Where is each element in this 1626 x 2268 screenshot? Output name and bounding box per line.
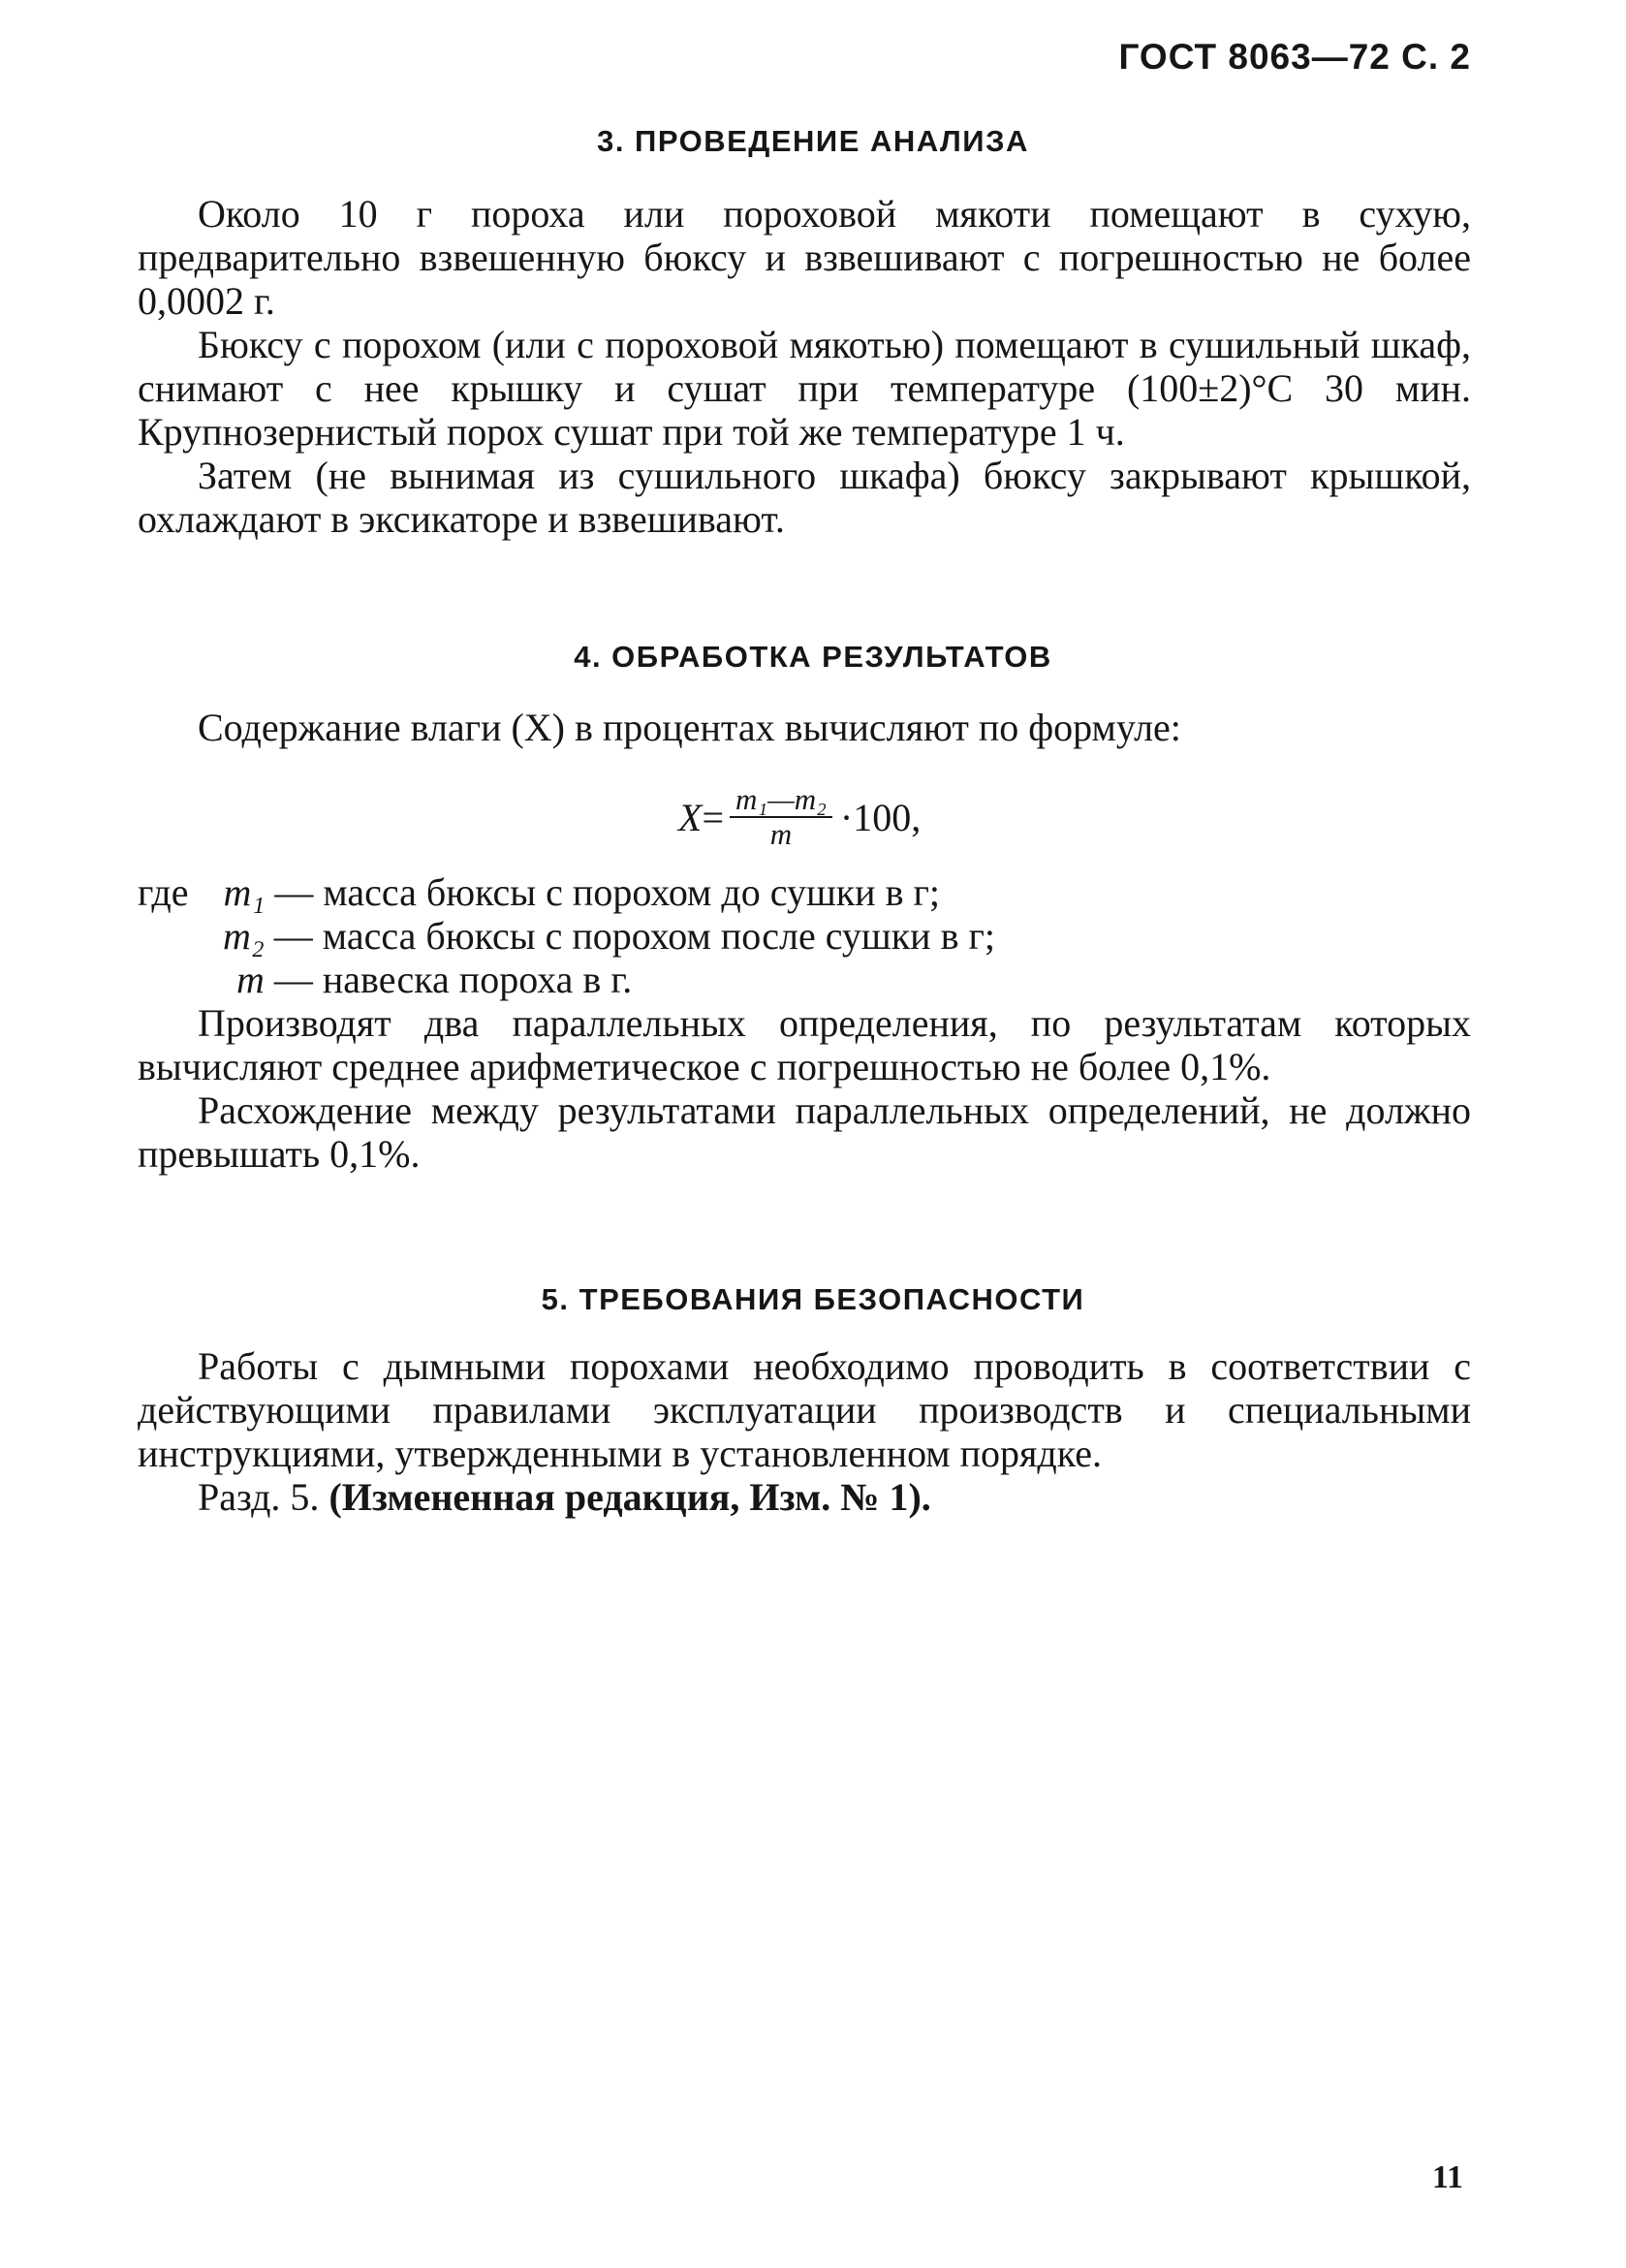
section-4-paragraph-1: Производят два параллельных определения, по результатам которых вычисляют среднее арифметическое с погрешностью не более 0,1%. [138,1001,1471,1088]
formula-denominator: m [769,817,793,851]
definition-symbol: m₂ [223,914,265,958]
formula-multiplier: ·100, [839,795,922,839]
section-5-paragraph-1: Работы с дымными порохами необходимо проводить в соответствии с действующими правилами эксплуатации производств и специальными инструкциями, утвержденными в установленном порядке. [138,1344,1471,1475]
formula-numerator: m₁—m₂ [735,782,827,816]
formula-intro-text: Содержание влаги (X) в процентах вычисляют по формуле: [198,706,1181,749]
definition-text: — навеска пороха в г. [273,958,633,1001]
section-3-title: 3. ПРОВЕДЕНИЕ АНАЛИЗА [597,124,1029,158]
section-4-intro [138,706,1471,749]
section-3-paragraph-3: Затем (не вынимая из сушильного шкафа) бюксу закрывают крышкой, охлаждают в эксикаторе и взвешивают. [138,454,1471,541]
section-3-body [138,192,1471,541]
formula-fraction [730,783,832,851]
amendment-note-bold: (Измененная редакция, Изм. № 1). [328,1475,931,1519]
definition-text: — масса бюксы с порохом после сушки в г; [273,914,995,958]
formula-equals: = [702,795,724,839]
definition-row [138,914,995,958]
page-number: 11 [1431,2159,1463,2195]
section-3-paragraph-1: Около 10 г пороха или пороховой мякоти помещают в сухую, предварительно взвешенную бюксу и взвешивают с погрешностью не более 0,0002 г. [138,192,1471,323]
section-5-body [138,1344,1471,1519]
definition-text: — масса бюксы с порохом до сушки в г; [274,870,940,914]
formula-lhs: X [678,795,703,839]
definition-symbol: m₁ [223,870,266,914]
document-code-header: ГОСТ 8063—72 С. 2 [1118,37,1471,77]
definition-row [138,870,995,914]
section-4-paragraph-2: Расхождение между результатами параллельных определений, не должно превышать 0,1%. [138,1088,1471,1176]
amendment-note-prefix: Разд. 5. [198,1475,320,1519]
definition-row [138,958,995,1001]
definition-symbol: m [236,958,265,1001]
moisture-formula [678,783,921,851]
variable-definitions [138,870,995,1001]
section-3-paragraph-2: Бюксу с порохом (или с пороховой мякотью) помещают в сушильный шкаф, снимают с нее крышку и сушат при температуре (100±2)°С 30 мин. Крупнозернистый порох сушат при той же температуре 1 ч. [138,323,1471,454]
where-prefix: где [138,870,189,914]
section-4-body [138,1001,1471,1176]
section-5-title: 5. ТРЕБОВАНИЯ БЕЗОПАСНОСТИ [541,1282,1085,1316]
amendment-note [138,1475,1471,1519]
section-4-title: 4. ОБРАБОТКА РЕЗУЛЬТАТОВ [574,640,1052,674]
